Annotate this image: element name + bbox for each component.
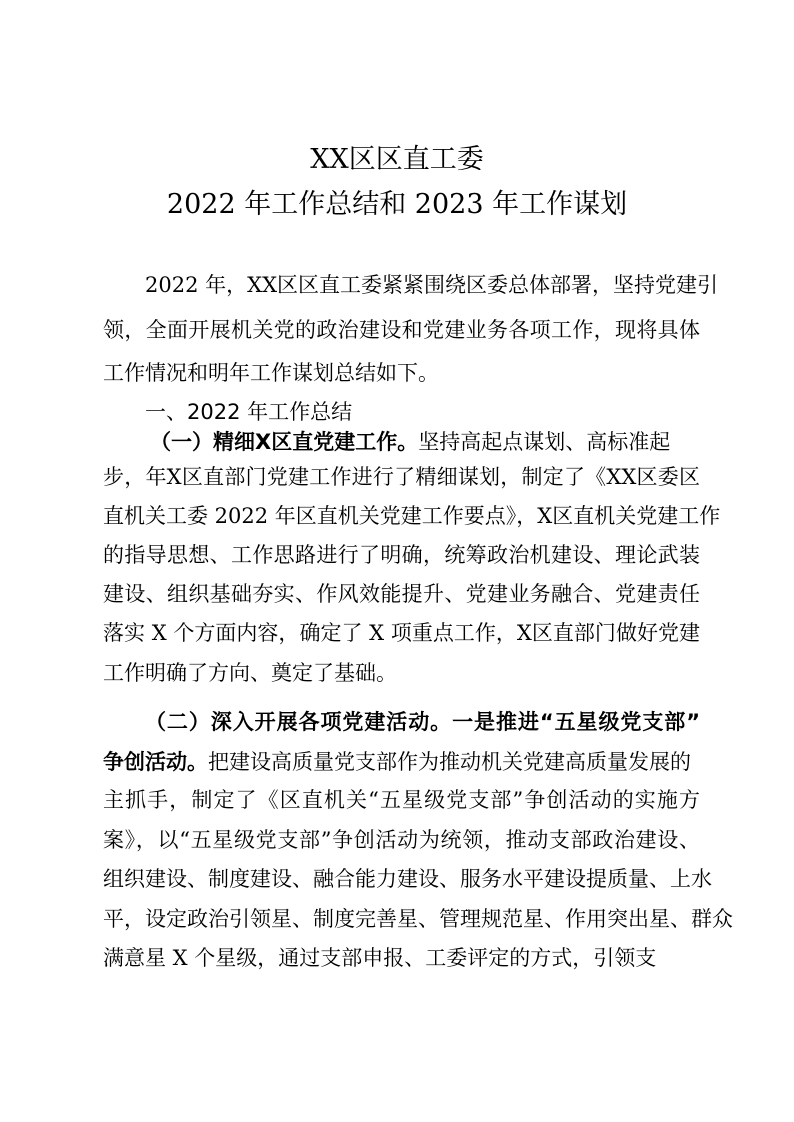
part1-line: 落实 X 个方面内容，确定了 X 项重点工作，X区直部门做好党建 xyxy=(103,621,700,645)
part2-second-line xyxy=(103,748,700,776)
part2-heading: （二）深入开展各项党建活动。一是推进“五星级党支部” xyxy=(145,710,700,734)
intro-line: 2022 年，XX区区直工委紧紧围绕区委总体部署，坚持党建引 xyxy=(145,273,719,297)
part1-line: 步，年X区直部门党建工作进行了精细谋划，制定了《XX区委区 xyxy=(103,465,700,489)
part1-line: 建设、组织基础夯实、作风效能提升、党建业务融合、党建责任 xyxy=(103,582,700,606)
part2-text: 把建设高质量党支部作为推动机关党建高质量发展的 xyxy=(208,750,691,774)
part2-subheading: 争创活动。 xyxy=(103,750,208,774)
intro-line: 领，全面开展机关党的政治建设和党建业务各项工作，现将具体 xyxy=(103,318,700,342)
part1-line: 工作明确了方向、奠定了基础。 xyxy=(103,661,397,685)
doc-title: XX区区直工委 xyxy=(310,144,484,175)
part1-first-line xyxy=(150,428,700,456)
doc-subtitle: 2022 年工作总结和 2023 年工作谋划 xyxy=(166,189,628,220)
part2-line: 组织建设、制度建设、融合能力建设、服务水平建设提质量、上水 xyxy=(103,867,712,891)
part1-heading: （一）精细X区直党建工作。 xyxy=(150,430,419,454)
section-heading: 一、2022 年工作总结 xyxy=(145,400,353,424)
intro-line: 工作情况和明年工作谋划总结如下。 xyxy=(103,361,439,385)
part1-text: 坚持高起点谋划、高标准起 xyxy=(418,430,671,454)
part2-line: 主抓手，制定了《区直机关“五星级党支部”争创活动的实施方 xyxy=(103,788,700,812)
part1-line: 直机关工委 2022 年区直机关党建工作要点》，X区直机关党建工作 xyxy=(103,504,721,528)
part2-line: 案》，以“五星级党支部”争创活动为统领，推动支部政治建设、 xyxy=(103,828,700,852)
part2-line: 平，设定政治引领星、制度完善星、管理规范星、作用突出星、群众 xyxy=(103,907,733,931)
part2-line: 满意星 X 个星级，通过支部申报、工委评定的方式，引领支 xyxy=(103,946,657,970)
part1-line: 的指导思想、工作思路进行了明确，统筹政治机建设、理论武装 xyxy=(103,543,700,567)
